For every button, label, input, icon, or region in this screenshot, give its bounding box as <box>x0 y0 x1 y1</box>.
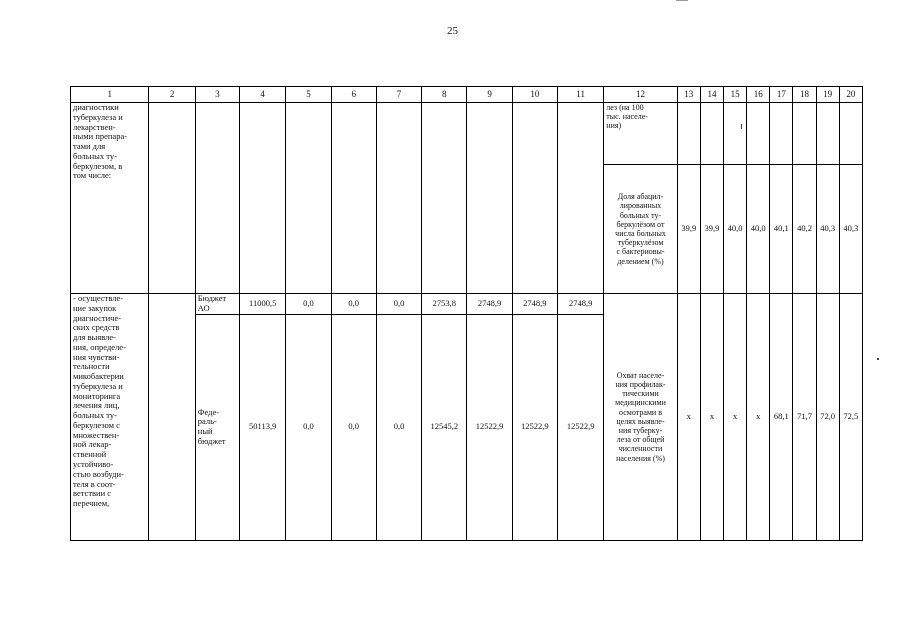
empty-cell <box>376 103 421 294</box>
empty-cell <box>422 103 467 294</box>
empty-cell <box>149 294 195 541</box>
funding-source-cell: Бюджет АО <box>195 294 239 315</box>
value-cell: 2748,9 <box>467 294 512 315</box>
col-number: 8 <box>422 87 467 103</box>
activity-name-cell: диагностики туберкулеза и лекарствен- ными препара- тами для больных ту- беркулезом, в том числе: <box>71 103 149 294</box>
top-edge-mark <box>676 0 688 1</box>
empty-cell <box>700 103 723 165</box>
column-number-row <box>71 87 863 103</box>
value-cell: 72,5 <box>839 294 862 541</box>
value-cell: 68,1 <box>770 294 793 541</box>
col-number: 7 <box>376 87 421 103</box>
empty-cell <box>793 103 816 165</box>
value-cell: 71,7 <box>793 294 816 541</box>
col-number: 9 <box>467 87 512 103</box>
value-cell: 40,3 <box>816 165 839 294</box>
empty-cell <box>724 103 747 165</box>
value-cell: 0,0 <box>376 314 421 540</box>
col-number: 10 <box>512 87 557 103</box>
value-cell: 2753,8 <box>422 294 467 315</box>
value-cell: 40,1 <box>770 165 793 294</box>
col-number: 12 <box>604 87 677 103</box>
value-cell: 40,2 <box>793 165 816 294</box>
empty-cell <box>286 103 331 294</box>
empty-cell <box>677 103 700 165</box>
value-cell: х <box>747 294 770 541</box>
value-cell: 40,0 <box>747 165 770 294</box>
value-cell: 0,0 <box>286 314 331 540</box>
col-number: 14 <box>700 87 723 103</box>
value-cell: 40,3 <box>839 165 862 294</box>
indicator-cell: Доля абацил- лированных больных ту- беркулёзом от числа больных туберкулёзом с бактериовы- делением (%) <box>604 165 677 294</box>
value-cell: 39,9 <box>677 165 700 294</box>
value-cell: х <box>677 294 700 541</box>
empty-cell <box>512 103 557 294</box>
empty-cell <box>816 103 839 165</box>
col-number: 20 <box>839 87 862 103</box>
value-cell: 12522,9 <box>558 314 604 540</box>
value-cell: 0,0 <box>376 294 421 315</box>
budget-table <box>70 86 863 541</box>
value-cell: 11000,5 <box>240 294 286 315</box>
empty-cell <box>331 103 376 294</box>
indicator-cell: лез (на 100 тыс. населе- ния) <box>604 103 677 165</box>
activity-name-cell: - осуществле- ние закупок диагностиче- ских средств для выявле- ния, определе- ния чувстви- тельности микобактерии туберкулеза и мониторинга лечения лиц, больных ту- беркулезом с множествен- ной лекар- ственной устойчиво- стью возбуди- теля в соот- ветствии с перечнем, <box>71 294 149 541</box>
col-number: 15 <box>724 87 747 103</box>
value-cell: 0,0 <box>286 294 331 315</box>
col-number: 6 <box>331 87 376 103</box>
col-number: 13 <box>677 87 700 103</box>
continuation-row <box>71 103 863 165</box>
stray-dot <box>877 358 879 360</box>
page-number: 25 <box>447 25 458 37</box>
value-cell: 0,0 <box>331 294 376 315</box>
value-cell: 2748,9 <box>512 294 557 315</box>
col-number: 3 <box>195 87 239 103</box>
value-cell: 40,0 <box>724 165 747 294</box>
empty-cell <box>747 103 770 165</box>
col-number: 5 <box>286 87 331 103</box>
empty-cell <box>467 103 512 294</box>
value-cell: 0,0 <box>331 314 376 540</box>
col-number: 4 <box>240 87 286 103</box>
col-number: 18 <box>793 87 816 103</box>
empty-cell <box>240 103 286 294</box>
value-cell: 2748,9 <box>558 294 604 315</box>
empty-cell <box>149 103 195 294</box>
empty-cell <box>558 103 604 294</box>
budget-ao-row <box>71 294 863 315</box>
value-cell: 50113,9 <box>240 314 286 540</box>
value-cell: х <box>724 294 747 541</box>
col-number: 2 <box>149 87 195 103</box>
col-number: 19 <box>816 87 839 103</box>
value-cell: 39,9 <box>700 165 723 294</box>
empty-cell <box>839 103 862 165</box>
empty-cell <box>195 103 239 294</box>
value-cell: х <box>700 294 723 541</box>
empty-cell <box>770 103 793 165</box>
value-cell: 12522,9 <box>467 314 512 540</box>
col-number: 1 <box>71 87 149 103</box>
value-cell: 12545,2 <box>422 314 467 540</box>
indicator-cell: Охват населе- ния профилак- тическими медицинскими осмотрами в целях выявле- ния туберку- леза от общей численности населения (%) <box>604 294 677 541</box>
value-cell: 72,0 <box>816 294 839 541</box>
col-number: 11 <box>558 87 604 103</box>
funding-source-cell: Феде- раль- ный бюджет <box>195 314 239 540</box>
col-number: 16 <box>747 87 770 103</box>
value-cell: 12522,9 <box>512 314 557 540</box>
col-number: 17 <box>770 87 793 103</box>
